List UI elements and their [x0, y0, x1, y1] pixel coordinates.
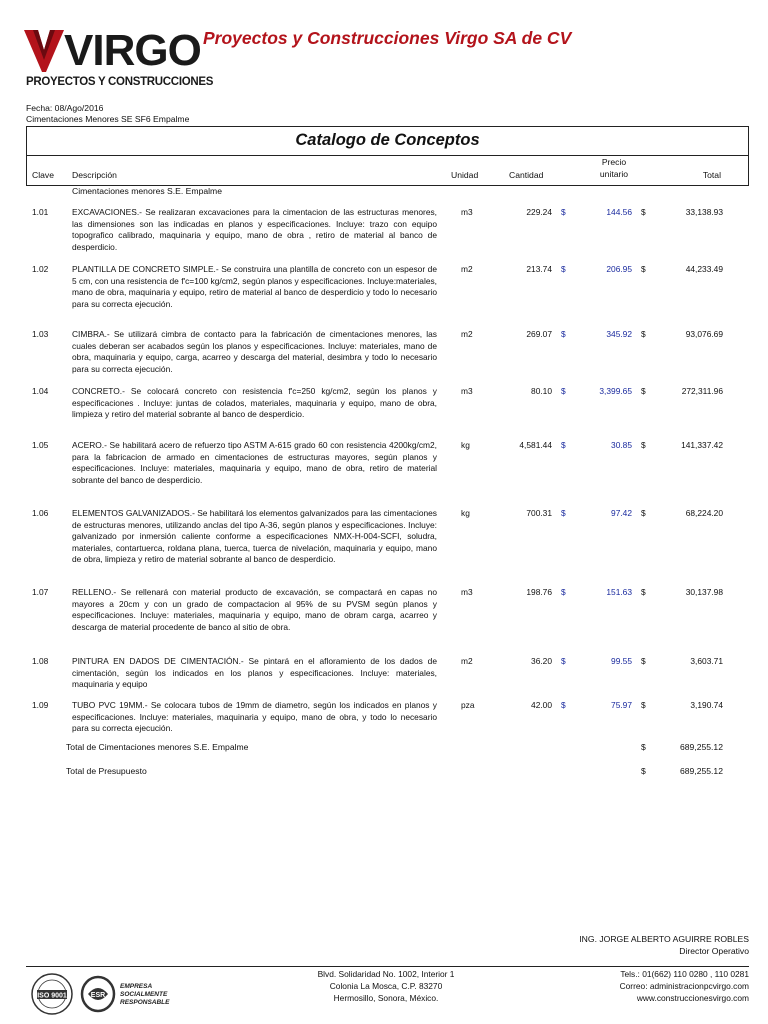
iso-9001-seal-icon	[30, 972, 74, 1016]
currency-sign: $	[641, 264, 646, 274]
row-total: 141,337.42	[681, 440, 723, 450]
row-total: 272,311.96	[681, 386, 723, 396]
row-unidad: m3	[461, 587, 473, 597]
currency-sign: $	[641, 440, 646, 450]
section-title: Cimentaciones menores S.E. Empalme	[72, 186, 222, 196]
col-cantidad: Cantidad	[509, 170, 544, 180]
col-total: Total	[702, 170, 721, 180]
row-clave: 1.01	[32, 207, 49, 217]
row-total: 93,076.69	[685, 329, 723, 339]
row-unidad: m2	[461, 264, 473, 274]
row-clave: 1.08	[32, 656, 49, 666]
budget-total-label: Total de Presupuesto	[66, 766, 147, 776]
row-descripcion: PLANTILLA DE CONCRETO SIMPLE.- Se construira una plantilla de concreto con un espesor de 5 cm, con una resistencia de f'c=100 kg/cm2, según planos y especificaciones. Incluye:materiales, mano de obra, maquinaria y equipo, retiro de material al banco de desperdicio y todo lo necesario para su correcta ejecución.	[72, 264, 437, 309]
row-total: 3,190.74	[690, 700, 723, 710]
currency-sign: $	[561, 700, 566, 710]
esr-caption-1: EMPRESA	[120, 983, 153, 990]
row-descripcion: ACERO.- Se habilitará acero de refuerzo tipo ASTM A-615 grado 60 con resistencia 4200kg/cm2, para la fabricacion de armado en cimentaciones de estructuras mayores, según planos y especificaciones. Incluye: materiales, maquinaria y equipo, mano de obra, retiro de material sobrante del banco de desperdicio.	[72, 440, 437, 485]
row-clave: 1.07	[32, 587, 49, 597]
row-cantidad: 229.24	[526, 207, 552, 217]
row-precio: 97.42	[611, 508, 632, 518]
row-precio: 151.63	[606, 587, 632, 597]
row-descripcion: PINTURA EN DADOS DE CIMENTACIÓN.- Se pintará en el afloramiento de los dados de cimentación, según los indicados en los planos y especificaciones. Incluye: materiales, maquinaria y equipo	[72, 656, 437, 689]
row-cantidad: 42.00	[531, 700, 552, 710]
address-line-3: Hermosillo, Sonora, México.	[333, 993, 439, 1003]
row-descripcion: EXCAVACIONES.- Se realizaran excavaciones para la cimentacion de las estructuras menores, las dimensiones son las indicadas en planos y especificaciones. Incluye: trazo con equipo topografico calibrado, maquinaria y equipo, mano de obra , retiro de material al banco de desperdicio.	[72, 207, 437, 252]
row-total: 33,138.93	[685, 207, 723, 217]
signatory-name: ING. JORGE ALBERTO AGUIRRE ROBLES	[579, 934, 749, 944]
row-total: 68,224.20	[685, 508, 723, 518]
row-clave: 1.03	[32, 329, 49, 339]
col-clave: Clave	[32, 170, 54, 180]
row-clave: 1.02	[32, 264, 49, 274]
company-name: Proyectos y Construcciones Virgo SA de CV	[203, 28, 572, 48]
virgo-v-icon	[24, 28, 64, 74]
catalog-title: Catalogo de Conceptos	[295, 131, 480, 149]
row-unidad: kg	[461, 440, 470, 450]
currency-sign: $	[641, 329, 646, 339]
row-descripcion: TUBO PVC 19MM.- Se colocara tubos de 19mm de diametro, según los indicados en planos y especificaciones. Incluye: materiales, maquinaria y equipo, mano de obra, y todo lo necesario para su correcta ejecución.	[72, 700, 437, 733]
signatory-role: Director Operativo	[679, 946, 749, 956]
section-total-label: Total de Cimentaciones menores S.E. Empalme	[66, 742, 249, 752]
currency-sign: $	[561, 587, 566, 597]
row-descripcion: CIMBRA.- Se utilizará cimbra de contacto para la fabricación de cimentaciones menores, las cuales deberan ser acabados según los planos y especificaciones. Incluye: materiales, mano de obra, maquinaria y equipo, carga, acarreo y descarga del material, desimbra y todo lo necesario para su correcta ejecución.	[72, 329, 437, 374]
row-unidad: kg	[461, 508, 470, 518]
website-link[interactable]: www.construccionesvirgo.com	[636, 993, 749, 1003]
row-unidad: m2	[461, 329, 473, 339]
logo-word: VIRGO	[64, 26, 201, 75]
col-precio-line2: unitario	[599, 169, 629, 179]
esr-badge-icon	[80, 974, 176, 1014]
currency-sign: $	[641, 508, 646, 518]
row-descripcion: CONCRETO.- Se colocará concreto con resistencia f'c=250 kg/cm2, según los planos y especificaciones . Incluye: juntas de colados, materiales, maquinaria y equipo, mano de obra, limpieza y retiro del material sobrante al banco de desperdicio.	[72, 386, 437, 419]
address-line-1: Blvd. Solidaridad No. 1002, Interior 1	[317, 969, 455, 979]
currency-sign: $	[641, 742, 646, 752]
esr-caption-3: RESPONSABLE	[120, 999, 170, 1006]
row-precio: 99.55	[611, 656, 632, 666]
row-clave: 1.05	[32, 440, 49, 450]
row-unidad: m2	[461, 656, 473, 666]
currency-sign: $	[641, 656, 646, 666]
currency-sign: $	[561, 656, 566, 666]
row-descripcion: RELLENO.- Se rellenará con material producto de excavación, se compactará en capas no mayores a 20cm y con un grado de compactacion al 95% de su PVSM según planos y especificaciones. Incluye: materiales, maquinaria y equipo, mano de obram carga, acarreo y descarga de material procedente de banco al sitio de obra.	[72, 587, 437, 632]
budget-total-value: 689,255.12	[679, 766, 723, 776]
row-cantidad: 700.31	[526, 508, 552, 518]
catalog-header	[26, 126, 749, 186]
col-precio-unitario	[588, 156, 640, 180]
row-cantidad: 80.10	[531, 386, 552, 396]
row-unidad: m3	[461, 207, 473, 217]
section-total-value: 689,255.12	[679, 742, 723, 752]
footer-divider	[26, 966, 749, 967]
row-unidad: m3	[461, 386, 473, 396]
row-cantidad: 36.20	[531, 656, 552, 666]
row-cantidad: 269.07	[526, 329, 552, 339]
col-descripcion: Descripción	[72, 170, 117, 180]
document-date: Fecha: 08/Ago/2016	[26, 103, 104, 113]
currency-sign: $	[641, 207, 646, 217]
virgo-logo	[24, 26, 214, 94]
email-address: Correo: administracionpcvirgo.com	[619, 981, 749, 991]
col-precio-line1: Precio	[601, 157, 627, 167]
currency-sign: $	[561, 386, 566, 396]
esr-caption-2: SOCIALMENTE	[120, 991, 168, 998]
currency-sign: $	[561, 508, 566, 518]
row-total: 30,137.98	[685, 587, 723, 597]
row-precio: 75.97	[611, 700, 632, 710]
phone-numbers: Tels.: 01(662) 110 0280 , 110 0281	[620, 969, 749, 979]
row-precio: 345.92	[606, 329, 632, 339]
row-cantidad: 198.76	[526, 587, 552, 597]
row-descripcion: ELEMENTOS GALVANIZADOS.- Se habilitará los elementos galvanizados para las cimentaciones de estructuras menores, utilizando anclas del tipo A-36, según planos y especificaciones. Incluye: galvanizado por inmersión caliente conforme a especificaciones NMX-H-004-SCFI, soludra, materiales, contartuerca, roldana plana, tuerca, tuerca de nivelación, maquinaria y equipo, mano de obra, limpieza y retiro de material sobrante al banco de desperdicio.	[72, 508, 437, 564]
row-clave: 1.06	[32, 508, 49, 518]
row-unidad: pza	[461, 700, 475, 710]
currency-sign: $	[561, 440, 566, 450]
currency-sign: $	[641, 700, 646, 710]
row-precio: 30.85	[611, 440, 632, 450]
row-cantidad: 4,581.44	[519, 440, 552, 450]
row-cantidad: 213.74	[526, 264, 552, 274]
currency-sign: $	[561, 207, 566, 217]
row-total: 3,603.71	[690, 656, 723, 666]
esr-mark-text: ESR	[90, 992, 106, 999]
currency-sign: $	[561, 329, 566, 339]
logo-subtitle: PROYECTOS Y CONSTRUCCIONES	[26, 76, 214, 88]
project-name: Cimentaciones Menores SE SF6 Empalme	[26, 114, 190, 124]
iso-seal-text: ISO 9001	[37, 992, 67, 1000]
currency-sign: $	[561, 264, 566, 274]
address-line-2: Colonia La Mosca, C.P. 83270	[329, 981, 443, 991]
row-precio: 144.56	[606, 207, 632, 217]
row-precio: 206.95	[606, 264, 632, 274]
row-total: 44,233.49	[685, 264, 723, 274]
row-clave: 1.09	[32, 700, 49, 710]
currency-sign: $	[641, 386, 646, 396]
row-clave: 1.04	[32, 386, 49, 396]
currency-sign: $	[641, 766, 646, 776]
col-unidad: Unidad	[451, 170, 479, 180]
currency-sign: $	[641, 587, 646, 597]
row-precio: 3,399.65	[599, 386, 632, 396]
